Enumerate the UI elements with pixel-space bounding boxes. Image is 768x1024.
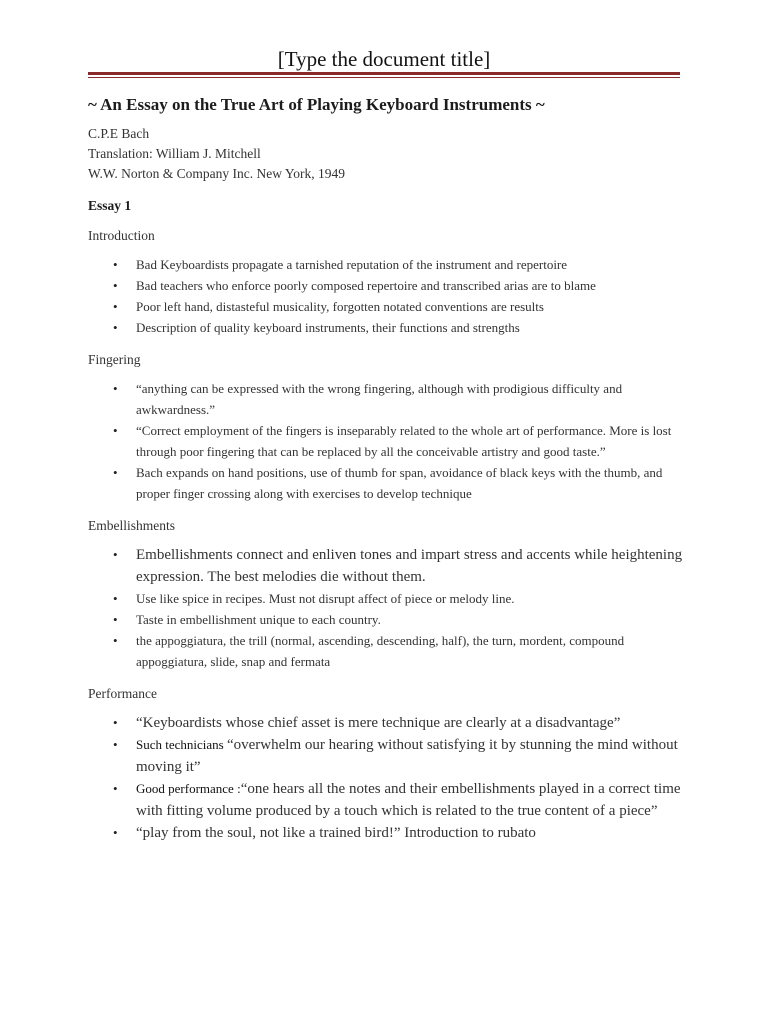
publisher-line: W.W. Norton & Company Inc. New York, 1949: [88, 166, 345, 181]
list-item: [88, 712, 688, 734]
translation-line: Translation: William J. Mitchell: [88, 146, 261, 161]
list-item-quote: “overwhelm our hearing without satisfying it by stunning the mind without moving it”: [136, 737, 678, 775]
list-item: [88, 778, 688, 822]
section-embellishments-title: Embellishments: [88, 518, 175, 533]
embellishments-list: [88, 544, 688, 672]
section-fingering-title: Fingering: [88, 352, 141, 367]
performance-list: [88, 712, 688, 844]
list-item: [88, 544, 688, 588]
introduction-list: [88, 254, 688, 338]
list-item: • Bad Keyboardists propagate a tarnished reputation of the instrument and repertoire: [88, 254, 688, 275]
list-item: • Taste in embellishment unique to each country.: [88, 609, 688, 630]
list-item: • Bad teachers who enforce poorly composed repertoire and transcribed arias are to blame: [88, 275, 688, 296]
list-item: • Description of quality keyboard instruments, their functions and strengths: [88, 317, 688, 338]
essay-label: Essay 1: [88, 198, 132, 213]
list-item: • Use like spice in recipes. Must not disrupt affect of piece or melody line.: [88, 588, 688, 609]
document-body: [88, 95, 688, 844]
list-item-lead-text: Embellishments connect and enliven tones and impart stress and accents while heightening expression. The best melodies die without them.: [136, 547, 683, 585]
list-item: • the appoggiatura, the trill (normal, ascending, descending, half), the turn, mordent, compound appoggiatura, slide, snap and fermata: [88, 630, 688, 672]
fingering-list: [88, 378, 688, 504]
list-item: [88, 734, 688, 778]
list-item: • Bach expands on hand positions, use of thumb for span, avoidance of black keys with the thumb, and proper finger crossing along with exercises to develop technique: [88, 462, 688, 504]
section-introduction-title: Introduction: [88, 228, 155, 243]
list-item-lead: Good performance :: [136, 781, 241, 796]
list-item-quote: “Keyboardists whose chief asset is mere technique are clearly at a disadvantage”: [136, 715, 621, 731]
list-item: • Poor left hand, distasteful musicality, forgotten notated conventions are results: [88, 296, 688, 317]
essay-heading: ~ An Essay on the True Art of Playing Keyboard Instruments ~: [88, 95, 545, 114]
title-rule-thin: [88, 77, 680, 78]
document-title: [Type the document title]: [277, 47, 491, 71]
author-line: C.P.E Bach: [88, 126, 150, 141]
list-item: [88, 822, 688, 844]
list-item-quote: “one hears all the notes and their embellishments played in a correct time with fitting volume produced by a touch which is related to the true content of a piece”: [136, 781, 681, 819]
list-item-lead: Such technicians: [136, 737, 227, 752]
title-rule-thick: [88, 72, 680, 75]
list-item-quote: “play from the soul, not like a trained bird!” Introduction to rubato: [136, 825, 536, 841]
section-performance-title: Performance: [88, 686, 157, 701]
list-item: • “anything can be expressed with the wrong fingering, although with prodigious difficulty and awkwardness.”: [88, 378, 688, 420]
list-item: • “Correct employment of the fingers is inseparably related to the whole art of performance. More is lost through poor fingering that can be replaced by all the conceivable artistry and good taste.”: [88, 420, 688, 462]
